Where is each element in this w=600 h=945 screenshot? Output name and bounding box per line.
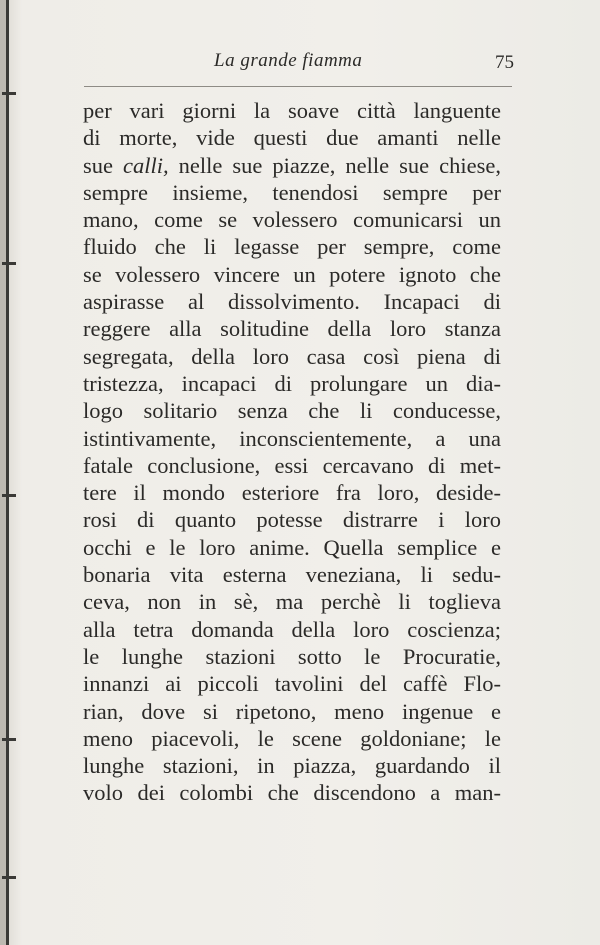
page-header <box>82 50 514 80</box>
text-line-segment: nelle sue piazze, nelle sue chiese, <box>168 152 501 178</box>
binding-stitch <box>2 876 16 879</box>
text-line: volo dei colombi che discendono a man- <box>83 780 501 806</box>
page-number: 75 <box>495 52 514 73</box>
text-line: tere il mondo esteriore fra loro, deside- <box>83 480 501 506</box>
text-line: bonaria vita esterna veneziana, li sedu- <box>83 562 501 588</box>
text-line <box>83 152 501 179</box>
text-line: se volessero vincere un potere ignoto che <box>83 261 501 287</box>
text-line: logo solitario senza che li conducesse, <box>83 398 501 424</box>
text-line: meno piacevoli, le scene goldoniane; le <box>83 725 501 751</box>
header-rule <box>84 86 512 87</box>
italic-word: calli, <box>123 152 169 178</box>
text-line: aspirasse al dissolvimento. Incapaci di <box>83 289 501 315</box>
binding-stitch <box>2 92 16 95</box>
text-line: reggere alla solitudine della loro stanza <box>83 316 501 342</box>
text-line: per vari giorni la soave città languente <box>83 98 501 123</box>
book-binding <box>6 0 9 945</box>
text-line: mano, come se volessero comunicarsi un <box>83 207 501 233</box>
text-line: tristezza, incapaci di prolungare un dia- <box>83 370 501 396</box>
text-line: fluido che li legasse per sempre, come <box>83 234 501 260</box>
binding-stitch <box>2 262 16 265</box>
text-line: segregata, della loro casa così piena di <box>83 343 501 369</box>
text-line: innanzi ai piccoli tavolini del caffè Flo- <box>83 671 501 697</box>
binding-stitch <box>2 738 16 741</box>
text-line: istintivamente, inconscientemente, a una <box>83 425 501 451</box>
text-line: occhi e le loro anime. Quella semplice e <box>83 534 501 560</box>
text-line: di morte, vide questi due amanti nelle <box>83 125 501 151</box>
text-line: rosi di quanto potesse distrarre i loro <box>83 507 501 533</box>
binding-stitch <box>2 494 16 497</box>
text-line: lunghe stazioni, in piazza, guardando il <box>83 753 501 779</box>
text-line: rian, dove si ripetono, meno ingenue e <box>83 698 501 724</box>
text-line-segment: sue <box>83 152 123 178</box>
body-text <box>83 97 501 807</box>
running-title: La grande fiamma <box>214 50 363 71</box>
text-line: fatale conclusione, essi cercavano di met- <box>83 452 501 478</box>
text-line: sempre insieme, tenendosi sempre per <box>83 179 501 205</box>
text-line: le lunghe stazioni sotto le Procuratie, <box>83 643 501 669</box>
text-line: ceva, non in sè, ma perchè li toglieva <box>83 589 501 615</box>
text-line: alla tetra domanda della loro coscienza; <box>83 616 501 642</box>
